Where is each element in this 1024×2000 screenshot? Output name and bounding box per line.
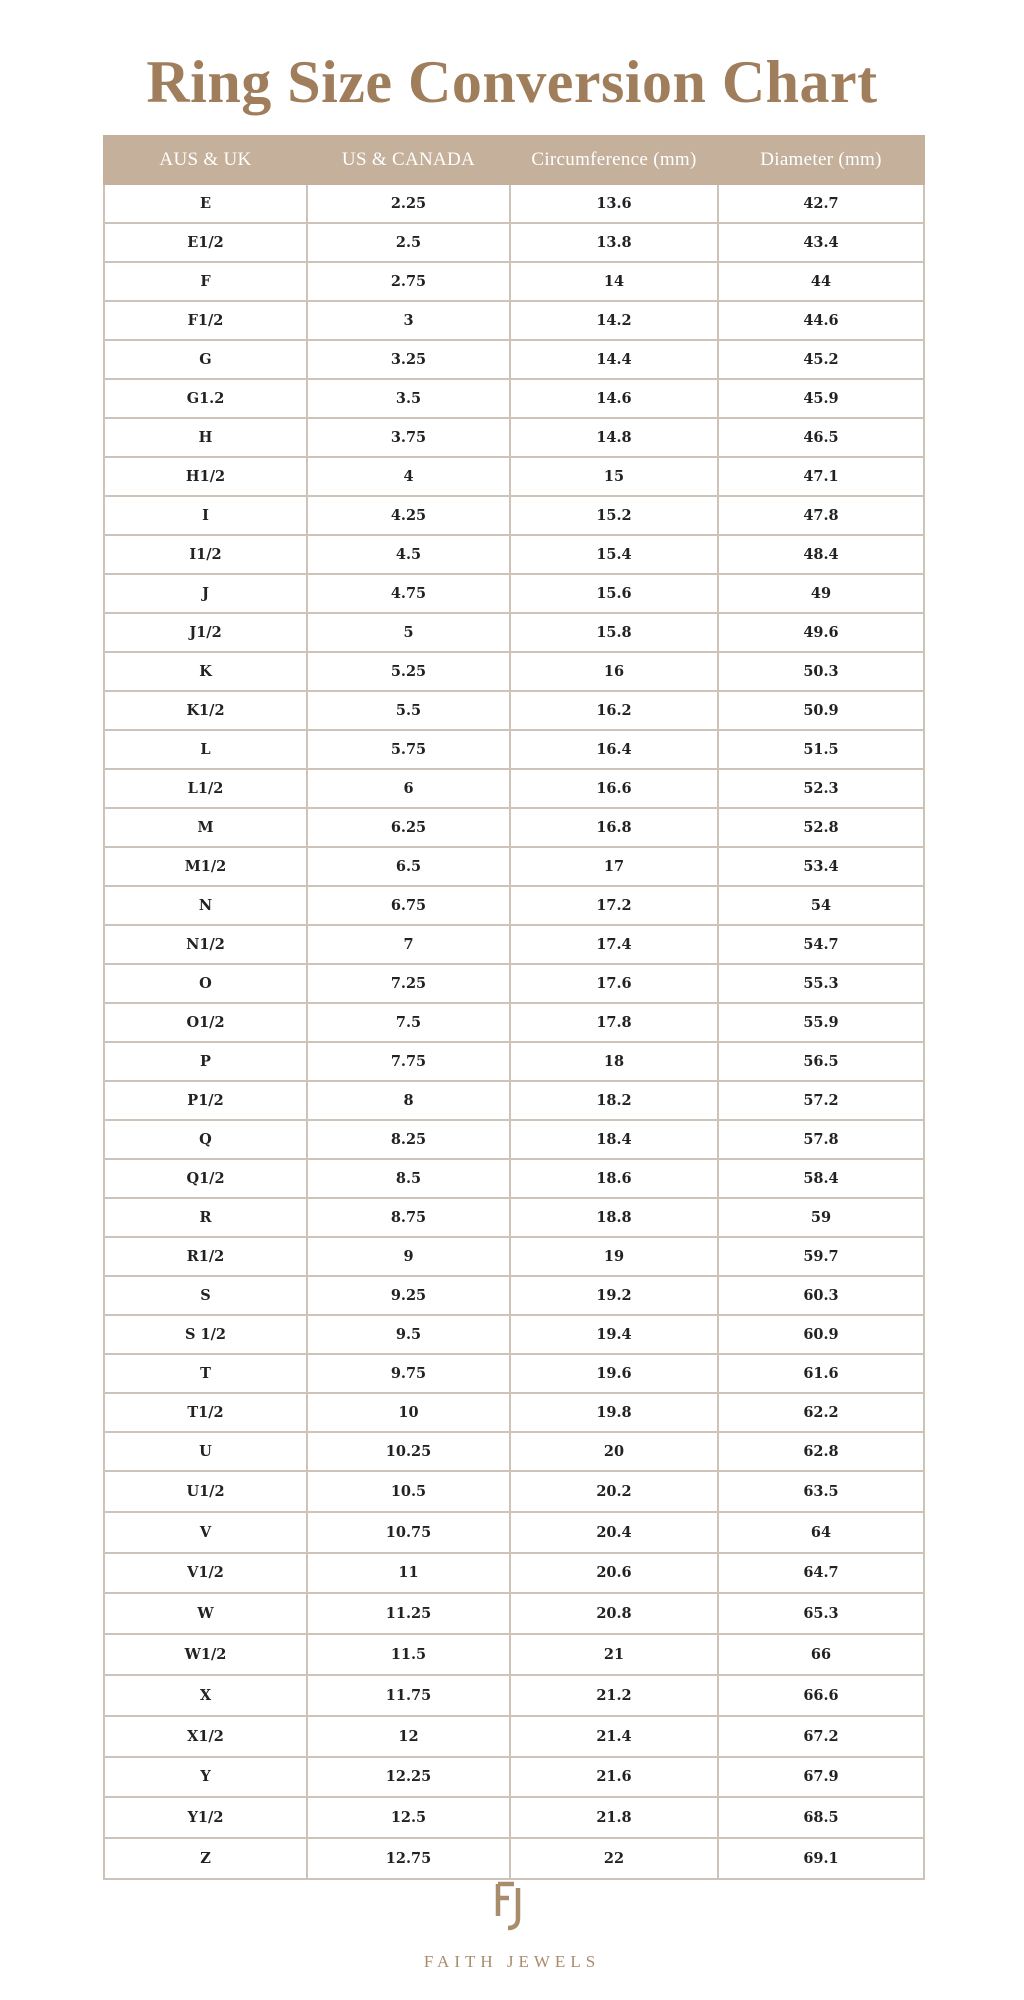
cell-diameter: 45.9 (718, 379, 924, 418)
cell-diameter: 54 (718, 886, 924, 925)
table-row (104, 925, 924, 964)
cell-us-canada: 6 (307, 769, 510, 808)
cell-diameter: 67.9 (718, 1757, 924, 1798)
cell-circumference: 15.4 (510, 535, 718, 574)
table-row (104, 1716, 924, 1757)
cell-us-canada: 8 (307, 1081, 510, 1120)
cell-aus-uk: N1/2 (104, 925, 307, 964)
table-row (104, 1757, 924, 1798)
cell-circumference: 15.6 (510, 574, 718, 613)
cell-aus-uk: U1/2 (104, 1471, 307, 1512)
cell-circumference: 18.2 (510, 1081, 718, 1120)
table-row (104, 1838, 924, 1879)
table-row (104, 1354, 924, 1393)
table-row (104, 1120, 924, 1159)
cell-circumference: 20 (510, 1432, 718, 1471)
cell-circumference: 17.4 (510, 925, 718, 964)
table-row (104, 1634, 924, 1675)
cell-us-canada: 8.75 (307, 1198, 510, 1237)
table-row (104, 1797, 924, 1838)
table-row (104, 1553, 924, 1594)
cell-aus-uk: E (104, 184, 307, 223)
cell-us-canada: 10.25 (307, 1432, 510, 1471)
cell-diameter: 62.2 (718, 1393, 924, 1432)
cell-aus-uk: T (104, 1354, 307, 1393)
cell-circumference: 20.6 (510, 1553, 718, 1594)
cell-circumference: 18.8 (510, 1198, 718, 1237)
cell-diameter: 61.6 (718, 1354, 924, 1393)
cell-circumference: 14 (510, 262, 718, 301)
table-row (104, 496, 924, 535)
cell-diameter: 49 (718, 574, 924, 613)
cell-circumference: 17 (510, 847, 718, 886)
cell-aus-uk: P (104, 1042, 307, 1081)
cell-us-canada: 9.75 (307, 1354, 510, 1393)
cell-diameter: 57.8 (718, 1120, 924, 1159)
cell-circumference: 14.8 (510, 418, 718, 457)
cell-aus-uk: E1/2 (104, 223, 307, 262)
cell-circumference: 15.2 (510, 496, 718, 535)
table-row (104, 1159, 924, 1198)
table-row (104, 1512, 924, 1553)
cell-diameter: 44.6 (718, 301, 924, 340)
cell-us-canada: 10.75 (307, 1512, 510, 1553)
table-row (104, 1042, 924, 1081)
cell-circumference: 19 (510, 1237, 718, 1276)
table-row (104, 1198, 924, 1237)
cell-us-canada: 8.5 (307, 1159, 510, 1198)
cell-aus-uk: V (104, 1512, 307, 1553)
ring-size-table (103, 135, 925, 1880)
cell-aus-uk: J (104, 574, 307, 613)
cell-us-canada: 4 (307, 457, 510, 496)
cell-aus-uk: K1/2 (104, 691, 307, 730)
cell-us-canada: 12.75 (307, 1838, 510, 1879)
cell-aus-uk: Z (104, 1838, 307, 1879)
cell-aus-uk: G1.2 (104, 379, 307, 418)
table-row (104, 691, 924, 730)
table-row (104, 457, 924, 496)
cell-diameter: 45.2 (718, 340, 924, 379)
table-row (104, 730, 924, 769)
cell-us-canada: 11.75 (307, 1675, 510, 1716)
cell-us-canada: 7.5 (307, 1003, 510, 1042)
cell-aus-uk: W (104, 1593, 307, 1634)
cell-aus-uk: F (104, 262, 307, 301)
cell-circumference: 19.8 (510, 1393, 718, 1432)
cell-us-canada: 11.5 (307, 1634, 510, 1675)
cell-circumference: 16.8 (510, 808, 718, 847)
cell-diameter: 60.3 (718, 1276, 924, 1315)
cell-circumference: 15 (510, 457, 718, 496)
cell-circumference: 19.6 (510, 1354, 718, 1393)
cell-diameter: 46.5 (718, 418, 924, 457)
cell-circumference: 19.2 (510, 1276, 718, 1315)
cell-aus-uk: S 1/2 (104, 1315, 307, 1354)
page-title: Ring Size Conversion Chart (146, 49, 878, 115)
cell-diameter: 66.6 (718, 1675, 924, 1716)
cell-aus-uk: X1/2 (104, 1716, 307, 1757)
cell-us-canada: 9.25 (307, 1276, 510, 1315)
table-row (104, 964, 924, 1003)
cell-diameter: 58.4 (718, 1159, 924, 1198)
cell-diameter: 67.2 (718, 1716, 924, 1757)
cell-diameter: 44 (718, 262, 924, 301)
cell-aus-uk: J1/2 (104, 613, 307, 652)
table-row (104, 340, 924, 379)
cell-circumference: 16.2 (510, 691, 718, 730)
table-row (104, 184, 924, 223)
cell-aus-uk: W1/2 (104, 1634, 307, 1675)
cell-diameter: 49.6 (718, 613, 924, 652)
column-header-us-canada: US & CANADA (307, 136, 510, 184)
cell-us-canada: 8.25 (307, 1120, 510, 1159)
table-row (104, 1432, 924, 1471)
cell-us-canada: 3.5 (307, 379, 510, 418)
cell-us-canada: 3 (307, 301, 510, 340)
cell-diameter: 56.5 (718, 1042, 924, 1081)
cell-us-canada: 11 (307, 1553, 510, 1594)
cell-circumference: 21.6 (510, 1757, 718, 1798)
cell-us-canada: 5 (307, 613, 510, 652)
cell-us-canada: 3.25 (307, 340, 510, 379)
cell-circumference: 18 (510, 1042, 718, 1081)
cell-circumference: 21.2 (510, 1675, 718, 1716)
cell-diameter: 47.1 (718, 457, 924, 496)
cell-diameter: 50.9 (718, 691, 924, 730)
cell-aus-uk: Y (104, 1757, 307, 1798)
cell-us-canada: 2.25 (307, 184, 510, 223)
cell-aus-uk: F1/2 (104, 301, 307, 340)
cell-diameter: 68.5 (718, 1797, 924, 1838)
cell-aus-uk: N (104, 886, 307, 925)
table-row (104, 418, 924, 457)
table-row (104, 301, 924, 340)
cell-diameter: 60.9 (718, 1315, 924, 1354)
cell-diameter: 66 (718, 1634, 924, 1675)
cell-us-canada: 4.75 (307, 574, 510, 613)
table-row (104, 652, 924, 691)
cell-aus-uk: M (104, 808, 307, 847)
cell-us-canada: 5.75 (307, 730, 510, 769)
column-header-diameter: Diameter (mm) (718, 136, 924, 184)
cell-us-canada: 6.75 (307, 886, 510, 925)
cell-circumference: 16.4 (510, 730, 718, 769)
cell-circumference: 13.6 (510, 184, 718, 223)
cell-diameter: 55.3 (718, 964, 924, 1003)
cell-us-canada: 6.25 (307, 808, 510, 847)
cell-aus-uk: R (104, 1198, 307, 1237)
cell-us-canada: 10.5 (307, 1471, 510, 1512)
cell-us-canada: 7 (307, 925, 510, 964)
cell-diameter: 48.4 (718, 535, 924, 574)
cell-diameter: 47.8 (718, 496, 924, 535)
cell-circumference: 14.2 (510, 301, 718, 340)
cell-diameter: 57.2 (718, 1081, 924, 1120)
table-row (104, 613, 924, 652)
cell-circumference: 19.4 (510, 1315, 718, 1354)
cell-circumference: 14.4 (510, 340, 718, 379)
cell-diameter: 43.4 (718, 223, 924, 262)
cell-aus-uk: K (104, 652, 307, 691)
cell-diameter: 42.7 (718, 184, 924, 223)
cell-aus-uk: L (104, 730, 307, 769)
cell-us-canada: 4.5 (307, 535, 510, 574)
cell-circumference: 21 (510, 1634, 718, 1675)
cell-circumference: 15.8 (510, 613, 718, 652)
table-row (104, 808, 924, 847)
cell-aus-uk: R1/2 (104, 1237, 307, 1276)
cell-us-canada: 11.25 (307, 1593, 510, 1634)
cell-aus-uk: S (104, 1276, 307, 1315)
cell-circumference: 20.8 (510, 1593, 718, 1634)
cell-us-canada: 10 (307, 1393, 510, 1432)
table-row (104, 574, 924, 613)
table-row (104, 1081, 924, 1120)
cell-circumference: 14.6 (510, 379, 718, 418)
cell-circumference: 17.2 (510, 886, 718, 925)
table-row (104, 1276, 924, 1315)
cell-diameter: 62.8 (718, 1432, 924, 1471)
cell-aus-uk: O (104, 964, 307, 1003)
table-row (104, 379, 924, 418)
table-row (104, 1393, 924, 1432)
cell-us-canada: 9.5 (307, 1315, 510, 1354)
table-row (104, 1003, 924, 1042)
cell-aus-uk: M1/2 (104, 847, 307, 886)
cell-diameter: 50.3 (718, 652, 924, 691)
cell-us-canada: 4.25 (307, 496, 510, 535)
table-row (104, 1593, 924, 1634)
cell-diameter: 55.9 (718, 1003, 924, 1042)
cell-diameter: 63.5 (718, 1471, 924, 1512)
cell-diameter: 52.3 (718, 769, 924, 808)
fj-monogram-icon (492, 1878, 532, 1934)
cell-aus-uk: T1/2 (104, 1393, 307, 1432)
cell-diameter: 69.1 (718, 1838, 924, 1879)
table-row (104, 769, 924, 808)
cell-aus-uk: Q (104, 1120, 307, 1159)
cell-circumference: 20.2 (510, 1471, 718, 1512)
cell-us-canada: 12 (307, 1716, 510, 1757)
table-row (104, 223, 924, 262)
cell-aus-uk: G (104, 340, 307, 379)
cell-aus-uk: I1/2 (104, 535, 307, 574)
table-row (104, 886, 924, 925)
cell-aus-uk: O1/2 (104, 1003, 307, 1042)
cell-us-canada: 5.25 (307, 652, 510, 691)
cell-aus-uk: H (104, 418, 307, 457)
cell-circumference: 18.6 (510, 1159, 718, 1198)
cell-diameter: 53.4 (718, 847, 924, 886)
cell-us-canada: 6.5 (307, 847, 510, 886)
cell-aus-uk: Q1/2 (104, 1159, 307, 1198)
cell-diameter: 54.7 (718, 925, 924, 964)
cell-circumference: 21.4 (510, 1716, 718, 1757)
cell-diameter: 59.7 (718, 1237, 924, 1276)
cell-aus-uk: P1/2 (104, 1081, 307, 1120)
cell-diameter: 64.7 (718, 1553, 924, 1594)
cell-us-canada: 7.75 (307, 1042, 510, 1081)
table-row (104, 1315, 924, 1354)
cell-diameter: 52.8 (718, 808, 924, 847)
cell-us-canada: 12.5 (307, 1797, 510, 1838)
table-row (104, 1237, 924, 1276)
cell-diameter: 51.5 (718, 730, 924, 769)
cell-us-canada: 12.25 (307, 1757, 510, 1798)
cell-circumference: 13.8 (510, 223, 718, 262)
table-row (104, 535, 924, 574)
column-header-circumference: Circumference (mm) (510, 136, 718, 184)
cell-circumference: 16 (510, 652, 718, 691)
brand-logo (0, 1878, 1024, 1934)
cell-aus-uk: U (104, 1432, 307, 1471)
table-header-row (104, 136, 924, 184)
cell-aus-uk: I (104, 496, 307, 535)
cell-us-canada: 2.5 (307, 223, 510, 262)
cell-diameter: 64 (718, 1512, 924, 1553)
table-row (104, 1471, 924, 1512)
table-row (104, 262, 924, 301)
cell-circumference: 18.4 (510, 1120, 718, 1159)
cell-circumference: 20.4 (510, 1512, 718, 1553)
table-row (104, 847, 924, 886)
cell-us-canada: 3.75 (307, 418, 510, 457)
brand-name: FAITH JEWELS (423, 1952, 601, 1971)
cell-circumference: 22 (510, 1838, 718, 1879)
cell-diameter: 59 (718, 1198, 924, 1237)
cell-us-canada: 2.75 (307, 262, 510, 301)
cell-us-canada: 5.5 (307, 691, 510, 730)
cell-aus-uk: L1/2 (104, 769, 307, 808)
table-body (104, 184, 924, 1879)
cell-us-canada: 9 (307, 1237, 510, 1276)
cell-aus-uk: V1/2 (104, 1553, 307, 1594)
cell-aus-uk: X (104, 1675, 307, 1716)
cell-circumference: 17.6 (510, 964, 718, 1003)
cell-us-canada: 7.25 (307, 964, 510, 1003)
cell-circumference: 16.6 (510, 769, 718, 808)
cell-diameter: 65.3 (718, 1593, 924, 1634)
cell-circumference: 17.8 (510, 1003, 718, 1042)
cell-aus-uk: H1/2 (104, 457, 307, 496)
table-row (104, 1675, 924, 1716)
column-header-aus-uk: AUS & UK (104, 136, 307, 184)
cell-aus-uk: Y1/2 (104, 1797, 307, 1838)
cell-circumference: 21.8 (510, 1797, 718, 1838)
